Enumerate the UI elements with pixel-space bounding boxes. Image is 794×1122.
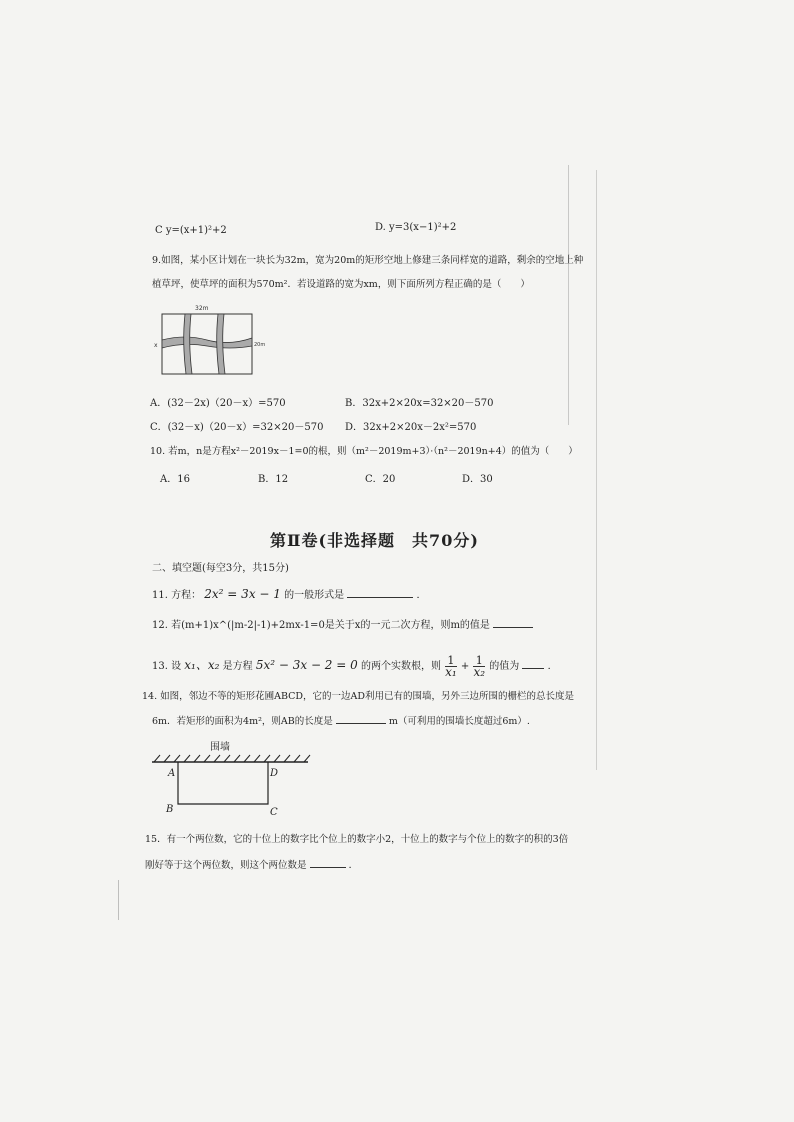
q14-point-d: D xyxy=(270,768,279,779)
q14-line1: 14. 如图，邻边不等的矩形花圃ABCD，它的一边AD利用已有的围墙，另外三边所围的栅栏的总长度是 xyxy=(142,691,575,702)
q13-fraction-2: $\frac{1}{\text{x₂}}$ xyxy=(473,654,486,679)
q13-suffix: 的值为 xyxy=(489,661,520,672)
q14-point-a: A xyxy=(168,768,176,779)
q9-option-a: A．(32－2x)（20－x）=570 xyxy=(150,398,286,409)
scan-edge-line xyxy=(596,170,597,770)
q14-line2 xyxy=(152,714,530,728)
q9-road-figure xyxy=(150,302,266,382)
q11-end-dot: ． xyxy=(416,590,427,601)
q11-answer-blank[interactable] xyxy=(347,588,413,598)
q11 xyxy=(152,588,426,602)
q12 xyxy=(152,618,533,632)
q13 xyxy=(152,652,558,680)
q13-equation: 5x² − 3x − 2 = 0 xyxy=(255,658,358,672)
q14-garden-figure xyxy=(148,738,318,818)
q14-point-c: C xyxy=(270,807,278,818)
q13-end-dot: ． xyxy=(547,661,558,672)
q15-end-dot: ． xyxy=(348,860,359,871)
q9-fig-label-top: 32m xyxy=(195,305,209,312)
q13-plus: + xyxy=(460,661,470,672)
q13-answer-blank[interactable] xyxy=(522,659,544,669)
q13-fraction-1: $\frac{1}{\text{x₁}}$ xyxy=(445,654,457,679)
q11-equation: 2x² = 3x − 1 xyxy=(204,587,281,601)
q10-option-b: B．12 xyxy=(258,474,289,485)
section-title: 第Ⅱ卷(非选择题 共70分) xyxy=(270,531,479,550)
q8-option-d: D. y=3(x−1)²+2 xyxy=(375,222,457,233)
q11-prefix: 11. 方程： xyxy=(152,590,202,601)
q13-prefix: 13. 设 xyxy=(152,661,182,672)
q12-text: 12. 若(m+1)x^(|m-2|-1)+2mx-1=0是关于x的一元二次方程，则m的值是 xyxy=(152,620,490,631)
q13-vars: x₁、x₂ xyxy=(184,658,220,672)
q14-wall-label: 围墙 xyxy=(210,742,230,753)
q10-stem: 10. 若m，n是方程x²－2019x－1=0的根，则（m²－2019m+3）·（n²－2019n+4）的值为（ ） xyxy=(150,446,578,457)
scan-edge-line xyxy=(568,165,569,425)
q13-mid: 是方程 xyxy=(222,661,253,672)
q15-line1: 15．有一个两位数，它的十位上的数字比个位上的数字小2，十位上的数字与个位上的数字的积的3倍 xyxy=(145,834,569,845)
q14-line2-a: 6m．若矩形的面积为4m²，则AB的长度是 xyxy=(152,716,333,727)
q9-fig-label-left: x xyxy=(154,342,158,349)
q9-stem-line1: 9.如图，某小区计划在一块长为32m，宽为20m的矩形空地上修建三条同样宽的道路，剩余的空地上种 xyxy=(152,255,584,266)
q8-option-c: C y=(x+1)²+2 xyxy=(155,225,227,236)
q10-option-a: A．16 xyxy=(160,474,190,485)
q14-point-b: B xyxy=(166,804,174,815)
scan-edge-line xyxy=(118,880,119,920)
q9-option-b: B．32x+2×20x=32×20－570 xyxy=(345,398,494,409)
q9-option-d: D．32x+2×20x－2x²=570 xyxy=(345,422,477,433)
q15-answer-blank[interactable] xyxy=(310,858,346,868)
q14-answer-blank[interactable] xyxy=(336,714,386,724)
q9-stem-line2: 植草坪，使草坪的面积为570m²．若设道路的宽为xm，则下面所列方程正确的是（ ） xyxy=(152,279,530,290)
q11-suffix: 的一般形式是 xyxy=(284,590,345,601)
q15-line2 xyxy=(145,858,358,872)
q9-fig-label-right: 20m xyxy=(254,342,266,348)
q14-line2-b: m（可利用的围墙长度超过6m）. xyxy=(388,716,530,727)
q9-option-c: C．(32－x)（20－x）=32×20－570 xyxy=(150,422,324,433)
q13-mid2: 的两个实数根，则 xyxy=(360,661,441,672)
q10-option-d: D．30 xyxy=(462,474,493,485)
q10-option-c: C．20 xyxy=(365,474,396,485)
q15-line2-text: 刚好等于这个两位数，则这个两位数是 xyxy=(145,860,307,871)
section2-heading: 二、填空题(每空3分，共15分) xyxy=(152,563,289,574)
q12-answer-blank[interactable] xyxy=(493,618,533,628)
